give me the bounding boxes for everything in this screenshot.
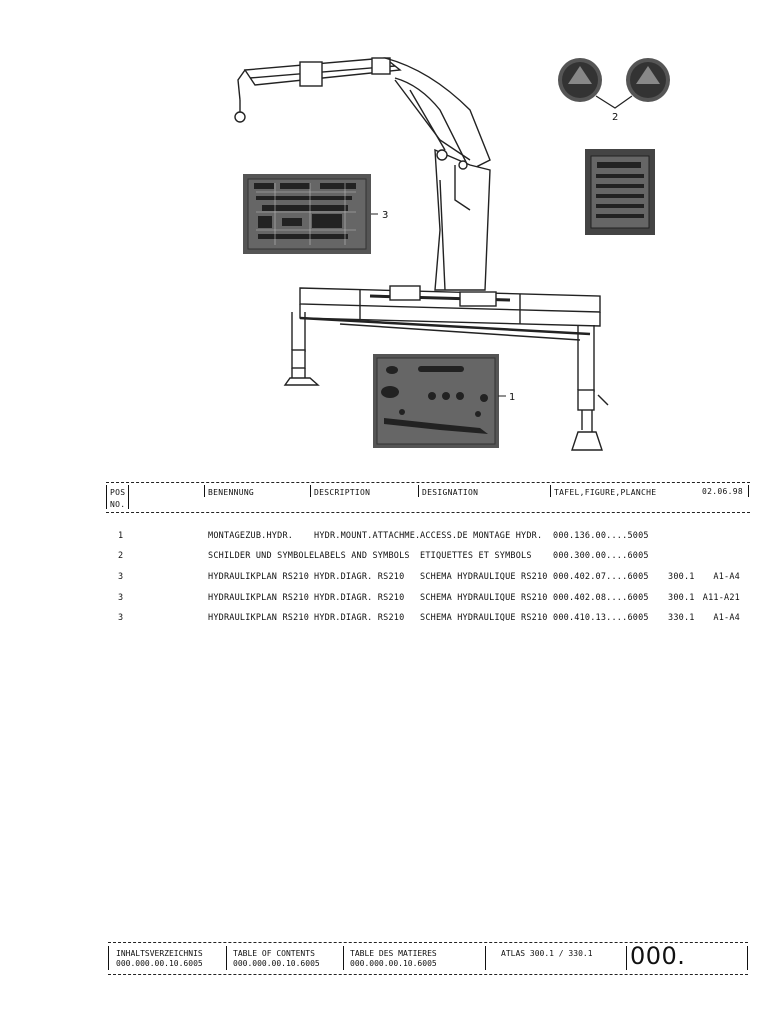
row-tafel: 000.300.00....6005 [553, 551, 649, 561]
warning-symbol-icon [558, 58, 602, 102]
divider [626, 946, 627, 970]
hydraulic-plan-plate [243, 174, 371, 254]
header-description: DESCRIPTION [314, 488, 371, 497]
row-range: A1-A4 [713, 613, 740, 623]
row-benennung: MONTAGEZUB.HYDR. [208, 531, 294, 541]
header-date: 02.06.98 [702, 487, 743, 496]
divider [550, 485, 551, 497]
footer-toc-code: 000.000.00.10.6005 [233, 959, 320, 968]
divider [108, 974, 748, 975]
row-pos: 1 [118, 531, 124, 541]
labels-symbols-plate [585, 149, 655, 235]
footer-inhalt-code: 000.000.00.10.6005 [116, 959, 203, 968]
row-pos: 3 [118, 613, 124, 623]
header-designation: DESIGNATION [422, 488, 479, 497]
row-tafel: 000.136.00....5005 [553, 531, 649, 541]
row-tafel: 000.410.13....6005 [553, 613, 649, 623]
divider [226, 946, 227, 970]
footer-toc-label: TABLE OF CONTENTS [233, 949, 315, 958]
callout-3: 3 [382, 210, 389, 221]
crane-parts-illustration [0, 0, 768, 470]
divider [310, 485, 311, 497]
footer-matieres-label: TABLE DES MATIERES [350, 949, 437, 958]
footer-matieres-code: 000.000.00.10.6005 [350, 959, 437, 968]
callout-2: 2 [612, 112, 619, 123]
row-description: HYDR.DIAGR. RS210 [314, 572, 405, 582]
crane-boom [238, 58, 490, 170]
row-description: HYDR.MOUNT.ATTACHME. [314, 531, 421, 541]
row-ref: 330.1 [668, 613, 695, 623]
header-tafel: TAFEL,FIGURE,PLANCHE [554, 488, 657, 497]
divider [343, 946, 344, 970]
row-designation: ACCESS.DE MONTAGE HYDR. [420, 531, 543, 541]
row-description: LABELS AND SYMBOLS [314, 551, 410, 561]
crane-column [435, 150, 490, 290]
divider [204, 485, 205, 497]
row-designation: SCHEMA HYDRAULIQUE RS210 [420, 593, 548, 603]
row-designation: SCHEMA HYDRAULIQUE RS210 [420, 572, 548, 582]
divider [747, 946, 748, 970]
row-tafel: 000.402.07....6005 [553, 572, 649, 582]
header-benennung: BENENNUNG [208, 488, 255, 497]
header-pos: POS [110, 488, 126, 497]
crane-base [300, 286, 600, 340]
divider [106, 482, 750, 483]
row-benennung: HYDRAULIKPLAN RS210 [208, 593, 310, 603]
row-benennung: HYDRAULIKPLAN RS210 [208, 613, 310, 623]
row-pos: 3 [118, 572, 124, 582]
divider [748, 485, 749, 497]
footer-atlas-model: ATLAS 300.1 / 330.1 [501, 949, 593, 958]
divider [485, 946, 486, 970]
divider [418, 485, 419, 497]
row-designation: ETIQUETTES ET SYMBOLS [420, 551, 532, 561]
row-benennung: HYDRAULIKPLAN RS210 [208, 572, 310, 582]
hook [235, 100, 245, 122]
row-designation: SCHEMA HYDRAULIQUE RS210 [420, 613, 548, 623]
row-benennung: SCHILDER UND SYMBOLE [208, 551, 315, 561]
row-range: A1-A4 [713, 572, 740, 582]
row-ref: 300.1 [668, 572, 695, 582]
row-tafel: 000.402.08....6005 [553, 593, 649, 603]
divider [106, 485, 107, 509]
row-range: A11-A21 [702, 593, 740, 603]
page-number: 000. [630, 942, 686, 970]
mounting-accessories-plate [373, 354, 499, 448]
row-pos: 2 [118, 551, 124, 561]
row-ref: 300.1 [668, 593, 695, 603]
header-no: NO. [110, 500, 126, 509]
row-pos: 3 [118, 593, 124, 603]
warning-symbol-icon [626, 58, 670, 102]
callout-leader-2 [596, 96, 632, 108]
footer-inhalt-label: INHALTSVERZEICHNIS [116, 949, 203, 958]
divider [128, 485, 129, 509]
row-description: HYDR.DIAGR. RS210 [314, 613, 405, 623]
divider [108, 946, 109, 970]
callout-1: 1 [509, 392, 516, 403]
row-description: HYDR.DIAGR. RS210 [314, 593, 405, 603]
divider [106, 512, 750, 513]
